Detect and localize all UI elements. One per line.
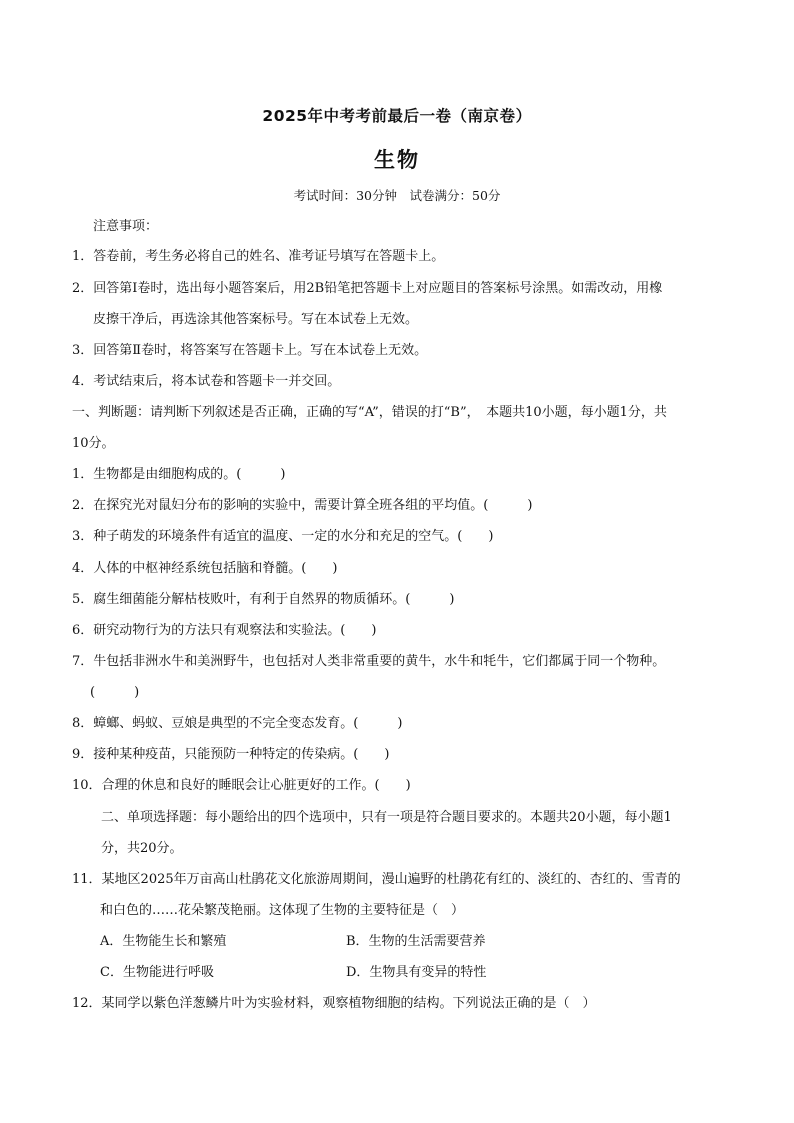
question: 12．某同学以紫色洋葱鳞片叶为实验材料，观察植物细胞的结构。下列说法正确的是（ ） [72,996,596,1011]
section-heading: 分，共20分。 [101,841,183,856]
notice-item: 3．回答第Ⅱ卷时，将答案写在答题卡上。写在本试卷上无效。 [72,343,428,358]
question: 4．人体的中枢神经系统包括脑和脊髓。( ) [72,561,338,576]
notice-heading: 注意事项： [93,219,159,234]
question: 8．蟑螂、蚂蚁、豆娘是典型的不完全变态发育。( ) [72,716,403,731]
notice-item: 4．考试结束后，将本试卷和答题卡一并交回。 [72,374,341,389]
section-heading: 一、判断题：请判断下列叙述是否正确，正确的写“A”，错误的打“B”， 本题共10小题，每小题1分，共 [72,405,667,420]
question: 9．接种某种疫苗，只能预防一种特定的传染病。( ) [72,747,390,762]
question: 6．研究动物行为的方法只有观察法和实验法。( ) [72,623,377,638]
exam-info: 考试时间：30分钟 试卷满分：50分 [293,188,501,203]
question: 和白色的……花朵繁茂艳丽。这体现了生物的主要特征是（ ） [100,903,465,918]
option-d: D．生物具有变异的特性 [346,965,487,980]
section-heading: 二、单项选择题：每小题给出的四个选项中，只有一项是符合题目要求的。本题共20小题，每小题1 [101,810,672,825]
notice-item: 2．回答第Ⅰ卷时，选出每小题答案后，用2B铅笔把答题卡上对应题目的答案标号涂黑。如需改动，用橡 [72,281,663,296]
question: 10．合理的休息和良好的睡眠会让心脏更好的工作。( ) [72,778,411,793]
question: 7．牛包括非洲水牛和美洲野牛，也包括对人类非常重要的黄牛，水牛和牦牛，它们都属于同一个物种。 [72,654,666,669]
exam-title: 2025年中考考前最后一卷（南京卷） [262,107,532,125]
option-a: A．生物能生长和繁殖 [100,934,227,949]
question: 2．在探究光对鼠妇分布的影响的实验中，需要计算全班各组的平均值。( ) [72,498,533,513]
question: 1．生物都是由细胞构成的。( ) [72,467,286,482]
question: 3．种子萌发的环境条件有适宜的温度、一定的水分和充足的空气。( ) [72,529,494,544]
section-heading: 10分。 [72,436,115,451]
question: 5．腐生细菌能分解枯枝败叶，有利于自然界的物质循环。( ) [72,592,455,607]
option-b: B．生物的生活需要营养 [346,934,486,949]
notice-item: 皮擦干净后，再选涂其他答案标号。写在本试卷上无效。 [93,312,419,327]
notice-item: 1．答卷前，考生务必将自己的姓名、准考证号填写在答题卡上。 [72,249,445,264]
question: 11．某地区2025年万亩高山杜鹃花文化旅游周期间，漫山遍野的杜鹃花有红的、淡红的、杏红的、雪青的 [72,872,681,887]
option-c: C．生物能进行呼吸 [100,965,214,980]
subject-title: 生物 [374,148,420,172]
question: ( ) [90,685,140,700]
